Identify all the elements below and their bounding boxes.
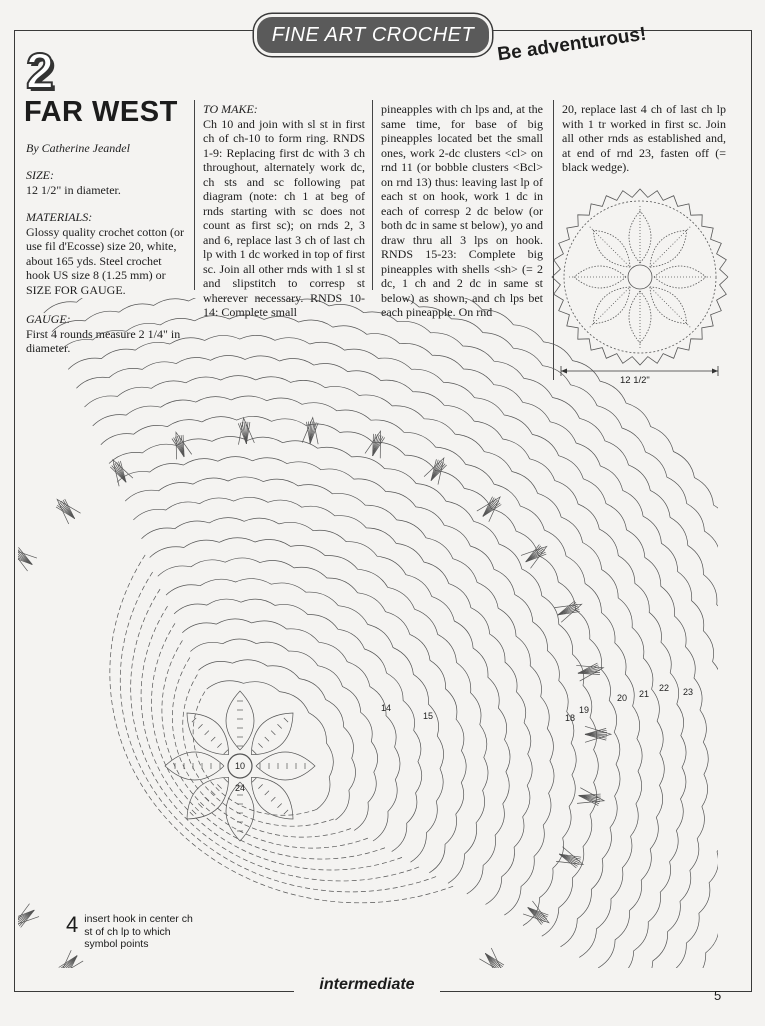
skill-level: intermediate bbox=[294, 974, 440, 996]
instructions-column-2 bbox=[381, 102, 543, 320]
round-label: 24 bbox=[235, 783, 246, 793]
instructions-text-1: Ch 10 and join with sl st in first ch of ch-10 to form ring. RNDS 1-9: Replacing first dc with 3 ch throughout, alternately work dc, ch sts and sc following pat diagram (note: ch 1 at beg of rnds starting with sc does not count as first sc); on rnds 2, 3 and 6, replace last 3 ch of last ch lp with 1 dc worked in top of first sc. Join all other rnds with 1 sl st and slipstitch to corresp st wherever necessary. RNDS 10-14: Complete small bbox=[203, 116, 365, 319]
materials-text: Glossy quality crochet cotton (or use fil d'Ecosse) size 20, white, about 165 yds. Steel crochet hook US size 8 (1.25 mm) or SIZE FOR GAUGE. bbox=[26, 224, 184, 297]
diameter-label: 12 1/2" bbox=[620, 375, 650, 386]
round-label: 21 bbox=[639, 689, 650, 699]
tagline: Be adventurous! bbox=[496, 23, 648, 66]
gauge-text: First 4 rounds measure 2 1/4" in diameter. bbox=[26, 326, 181, 355]
insert-hook-symbol-icon: 4 bbox=[66, 912, 79, 937]
materials-label: MATERIALS: bbox=[26, 210, 93, 224]
round-label: 15 bbox=[423, 711, 434, 721]
size-block bbox=[26, 168, 186, 197]
materials-block bbox=[26, 210, 186, 297]
pattern-number: 2 bbox=[26, 43, 54, 99]
crochet-chart bbox=[18, 298, 718, 968]
round-label: 23 bbox=[683, 687, 694, 697]
round-label: 20 bbox=[617, 693, 628, 703]
size-label: SIZE: bbox=[26, 168, 54, 182]
instructions-text-3: 20, replace last 4 ch of last ch lp with 1 tr worked in first sc. Join all other rnds as established and, at end of rnd 23, fasten off (= black wedge). bbox=[562, 102, 726, 174]
legend-text: insert hook in center ch st of ch lp to which symbol points bbox=[84, 913, 193, 950]
round-label: 18 bbox=[565, 713, 576, 723]
section-banner: FINE ART CROCHET bbox=[254, 14, 492, 56]
instructions-column-3 bbox=[562, 102, 726, 175]
to-make-label: TO MAKE: bbox=[203, 102, 258, 116]
pattern-title: FAR WEST bbox=[24, 96, 178, 128]
page-number: 5 bbox=[714, 988, 722, 1003]
column-divider bbox=[194, 100, 195, 290]
round-label: 22 bbox=[659, 683, 670, 693]
round-label: 10 bbox=[235, 761, 246, 771]
round-label: 14 bbox=[381, 703, 392, 713]
symbol-legend bbox=[66, 913, 202, 951]
round-label: 19 bbox=[579, 705, 590, 715]
size-text: 12 1/2" in diameter. bbox=[26, 182, 121, 197]
gauge-label: GAUGE: bbox=[26, 312, 71, 326]
instructions-column-1 bbox=[203, 102, 365, 320]
byline: By Catherine Jeandel bbox=[26, 141, 130, 155]
instructions-text-2: pineapples with ch lps and, at the same time, for base of big pineapples located bet the small ones, work 2-dc clusters <cl> on rnd 11 (or bobble clusters <Bcl> on rnd 13) thus: leaving last lp of each st on hook, work 1 dc in each of corresp 2 dc below (or both dc in same st below), yo and draw thru all 3 lps on hook. RNDS 15-23: Complete big pineapples with shells <sh> (= 2 dc, 1 ch and 2 dc in same st below) as shown, and ch lps bet each pineapple. On rnd bbox=[381, 102, 543, 319]
column-divider bbox=[372, 100, 373, 290]
